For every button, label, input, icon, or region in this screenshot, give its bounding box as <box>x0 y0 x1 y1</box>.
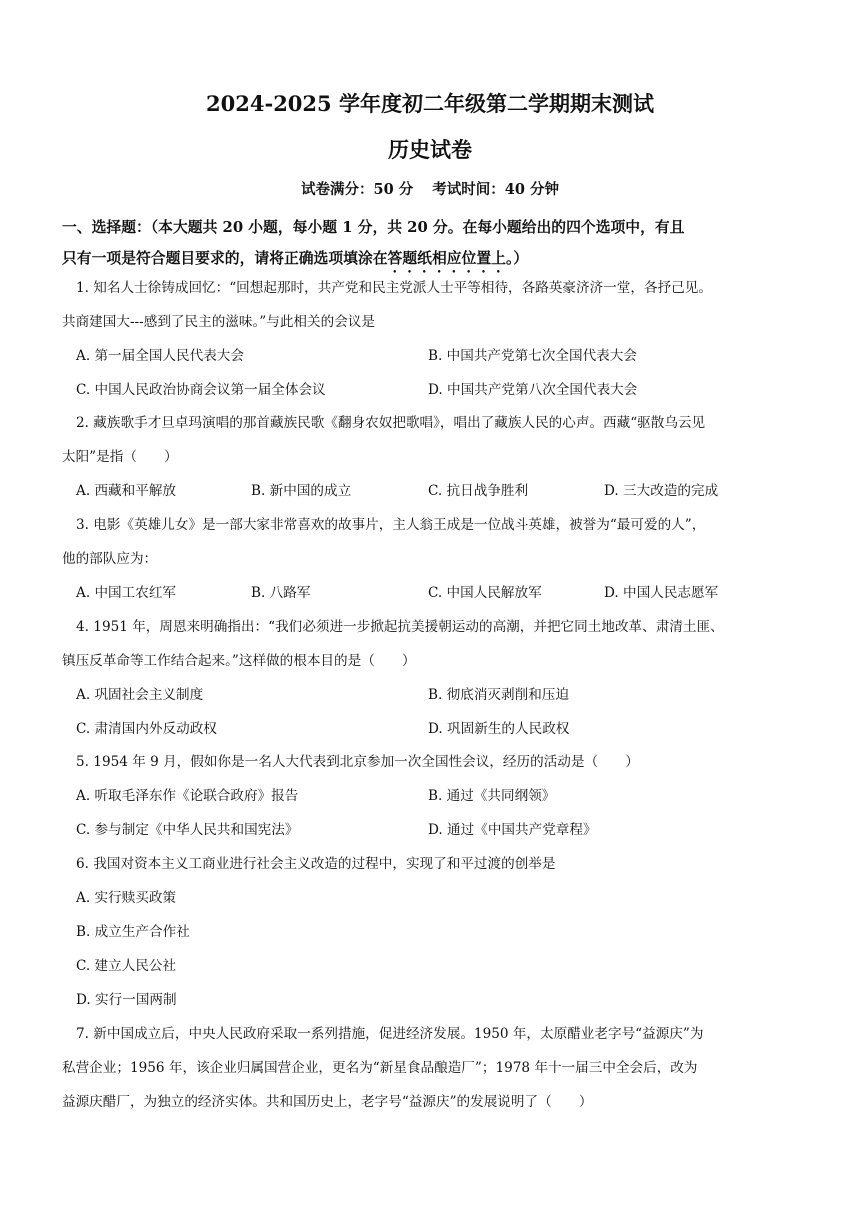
question-3-option-d: D. 中国人民志愿军 <box>604 585 719 601</box>
question-4-option-b: B. 彻底消灭剥削和压迫 <box>428 687 569 703</box>
question-5-option-a: A. 听取毛泽东作《论联合政府》报告 <box>76 788 299 804</box>
exam-subtitle: 历史试卷 <box>388 137 472 162</box>
question-3-option-a: A. 中国工农红军 <box>76 585 177 601</box>
question-5-stem-1: 5. 1954 年 9 月，假如你是一名人大代表到北京参加一次全国性会议，经历的活动是（ ） <box>76 754 639 770</box>
question-2-option-a: A. 西藏和平解放 <box>76 483 177 499</box>
section-heading-line-1: 一、选择题：（本大题共 20 小题，每小题 1 分，共 20 分。在每小题给出的四个选项中，有且 <box>62 219 685 236</box>
question-1-stem-1: 1. 知名人士徐铸成回忆：“回想起那时，共产党和民主党派人士平等相待，各路英豪济济一堂，各抒己见。 <box>76 280 712 296</box>
question-3-stem-2: 他的部队应为： <box>62 551 158 567</box>
question-3-option-b: B. 八路军 <box>251 585 311 601</box>
question-6-option-c: C. 建立人民公社 <box>76 958 177 974</box>
question-6-option-d: D. 实行一国两制 <box>76 992 177 1008</box>
question-5-option-d: D. 通过《中国共产党章程》 <box>428 822 597 838</box>
question-7-stem-2: 私营企业；1956 年，该企业归属国营企业，更名为“新星食品酿造厂”；1978 年十一届三中全会后，改为 <box>62 1060 698 1076</box>
question-1-option-c: C. 中国人民政治协商会议第一届全体会议 <box>76 382 326 398</box>
exam-time: 考试时间：40 分钟 <box>432 181 560 198</box>
question-4-option-a: A. 巩固社会主义制度 <box>76 687 204 703</box>
question-2-stem-1: 2. 藏族歌手才旦卓玛演唱的那首藏族民歌《翻身农奴把歌唱》，唱出了藏族人民的心声。西藏“驱散乌云见 <box>76 415 706 431</box>
question-1-option-b: B. 中国共产党第七次全国代表大会 <box>428 348 637 364</box>
question-2-option-d: D. 三大改造的完成 <box>604 483 719 499</box>
section-heading-line-2 <box>62 243 800 276</box>
question-2-stem-2: 太阳”是指（ ） <box>62 449 178 465</box>
question-6-stem-1: 6. 我国对资本主义工商业进行社会主义改造的过程中，实现了和平过渡的创举是 <box>76 856 556 872</box>
question-2-option-c: C. 抗日战争胜利 <box>428 483 529 499</box>
question-7-stem-3: 益源庆醋厂，为独立的经济实体。共和国历史上，老字号“益源庆”的发展说明了（ ） <box>62 1094 593 1110</box>
heading-end: 。） <box>505 250 529 267</box>
question-5-option-b: B. 通过《共同纲领》 <box>428 788 556 804</box>
question-6-option-b: B. 成立生产合作社 <box>76 924 190 940</box>
heading-plain: 只有一项是符合题目要求的，请将正确选项填涂在 <box>62 250 388 267</box>
heading-emphasis: 答题纸相应位置上 <box>387 250 506 267</box>
question-4-option-d: D. 巩固新生的人民政权 <box>428 721 570 737</box>
question-1-stem-2: 共商建国大---感到了民主的滋味。”与此相关的会议是 <box>62 314 375 330</box>
full-score: 试卷满分：50 分 <box>300 181 414 198</box>
question-1-option-d: D. 中国共产党第八次全国代表大会 <box>428 382 638 398</box>
question-6-option-a: A. 实行赎买政策 <box>76 890 177 906</box>
question-4-option-c: C. 肃清国内外反动政权 <box>76 721 217 737</box>
question-4-stem-1: 4. 1951 年，周恩来明确指出：“我们必须进一步掀起抗美援朝运动的高潮，并把它同土地改革、肃清土匪、 <box>76 619 724 635</box>
section-heading <box>62 212 800 276</box>
question-4-stem-2: 镇压反革命等工作结合起来。”这样做的根本目的是（ ） <box>62 653 416 669</box>
question-7-stem-1: 7. 新中国成立后，中央人民政府采取一系列措施，促进经济发展。1950 年，太原醋业老字号“益源庆”为 <box>76 1026 704 1042</box>
question-1-option-a: A. 第一届全国人民代表大会 <box>76 348 244 364</box>
question-3-option-c: C. 中国人民解放军 <box>428 585 542 601</box>
question-5-option-c: C. 参与制定《中华人民共和国宪法》 <box>76 822 299 838</box>
question-2-option-b: B. 新中国的成立 <box>251 483 352 499</box>
question-3-stem-1: 3. 电影《英雄儿女》是一部大家非常喜欢的故事片，主人翁王成是一位战斗英雄，被誉为“最可爱的人”， <box>76 517 706 533</box>
exam-title: 2024-2025 学年度初二年级第二学期期末测试 <box>206 91 654 116</box>
exam-meta <box>0 178 860 199</box>
